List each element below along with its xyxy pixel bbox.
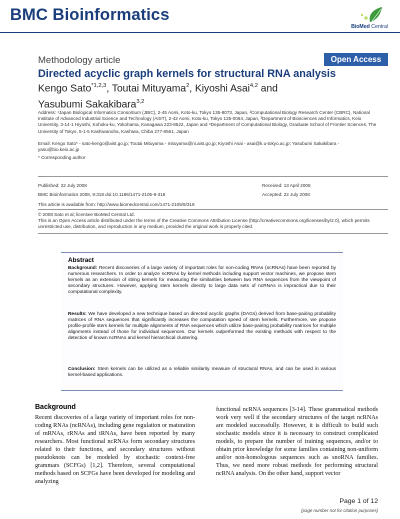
abstract-results-label: Results:: [68, 312, 87, 317]
abstract-heading: Abstract: [68, 257, 94, 264]
divider: [38, 209, 388, 210]
section-heading-background: Background: [35, 404, 76, 411]
logo-suffix: Central: [371, 24, 388, 30]
page-number-note: (page number not for citation purposes): [301, 508, 378, 513]
affiliations: Address: ¹Japan Biological Informatics Consortium (JBIC), 2-45 Aomi, Koto-ku, Tokyo 135-8073, Japan, ²Computational Biology Research Center (CBRC), National Institute of Advanced Industrial Science and Technology (AIST), 2-42 Aomi, Koto-ku, Tokyo 135-0064, Japan, ³Department of Biosciences and Informatics, Keio University, 3-14-1 Hiyoshi, Kohoku-ku, Yokohama, Kanagawa 223-8522, Japan and ⁴Department of Computational Biology, Graduate School of Frontier Sciences, The University of Tokyo, 5-1-5 Kashiwanoha, Kashiwa, Chiba 277-8561, Japan: [38, 110, 377, 134]
abstract-conclusion: [68, 367, 336, 379]
author-emails: Email: Kengo Sato* - sato-kengo@aist.go.jp; Toutai Mituyama - mituyama@ni.aist.go.jp; Kiyoshi Asai - asai@k.u-tokyo.ac.jp; Yasubumi Sakakibara - yasu@bio.keio.ac.jp: [38, 141, 340, 153]
license-text: This is an Open Access article distributed under the terms of the Creative Commons Attribution License (http://creativecommons.org/licenses/by/2.0), which permits unrestricted use, distribution, and reproduction in any medium, provided the original work is properly cited.: [38, 218, 370, 230]
body-column-left: [35, 404, 195, 486]
body-text-left: Recent discoveries of a large variety of important roles for non-coding RNAs (ncRNAs), including gene regulation or maturation of mRNAs, rRNAs and tRNAs, have been reported by many researchers. Most functional ncRNAs form secondary structures related to their functions, and secondary structures without pseudoknots can be modeled by stochastic context-free grammars (SCFGs) [1,2]. Therefore, several computational methods based on SCFGs have been developed for modeling and analyzing: [35, 415, 195, 485]
divider: [38, 233, 388, 234]
author-name: Kengo Sato: [38, 83, 92, 95]
paper-title: Directed acyclic graph kernels for structural RNA analysis: [38, 68, 336, 80]
author-name: , Kiyoshi Asai: [189, 83, 250, 95]
article-type: Methodology article: [38, 55, 121, 66]
abstract-results: [68, 312, 336, 342]
copyright: © 2008 Sato et al; licensee BioMed Central Ltd.: [38, 212, 135, 217]
abstract-background-text: Recent discoveries of a large variety of important roles for non-coding RNAs (ncRNAs) have been reported by numerous researchers. In order to analyze ncRNAs by kernel methods including support vector machines, we propose stem kernels as an extension of string kernels for measuring the similarities between two RNA sequences from the viewpoint of secondary structures. However, applying stem kernels directly to large data sets of ncRNAs is impractical due to their computational complexity.: [68, 266, 336, 296]
abstract-results-text: We have developed a new technique based on directed acyclic graphs (DAGs) derived from base-pairing probability matrices of RNA sequences that significantly increases the computation speed of stem kernels. Furthermore, we propose profile-profile stem kernels for multiple alignments of RNA sequences which utilize base-pairing probability matrices for multiple alignments instead of those for individual sequences. Our kernels outperformed the existing methods with respect to the detection of known ncRNAs and kernel hierarchical clustering.: [68, 312, 336, 342]
publication-info: [38, 183, 165, 201]
body-column-right: [216, 406, 378, 478]
masthead: [0, 0, 400, 33]
abstract-background-label: Background:: [68, 266, 98, 271]
abstract-conclusion-text: Stem kernels can be utilized as a reliable similarity measure of structural RNAs, and can be used in various kernel-based applications.: [68, 367, 336, 379]
citation: BMC Bioinformatics 2008, 9:318 doi:10.1186/1471-2105-9-318: [38, 192, 166, 198]
author-affiliation-mark: 3,2: [136, 98, 145, 105]
biomed-central-logo: [332, 6, 388, 30]
author-affiliation-mark: *1,2,3: [91, 83, 107, 89]
author-name: Yasubumi Sakakibara: [38, 99, 137, 111]
journal-title: BMC Bioinformatics: [10, 6, 170, 24]
author-affiliation-mark: 4,2: [249, 83, 258, 89]
author-name: , Toutai Mituyama: [106, 83, 187, 95]
open-access-badge: Open Access: [324, 53, 388, 66]
corresponding-author-note: * Corresponding author: [38, 155, 86, 160]
body-text-right: functional ncRNA sequences [3-14]. These grammatical methods work very well if the secondary structures of the target ncRNAs are modeled successfully. However, it is difficult to build such stochastic models since it is necessary to construct complicated models, to prepare the number of training sequences, and/or to obtain prior knowledge for some families containing non-uniform and/or non-homologous sequences such as snoRNA families. Thus, we need more robust methods for performing structural ncRNA analysis. On the other hand, support vector: [216, 407, 378, 477]
divider: [38, 176, 388, 177]
abstract-conclusion-label: Conclusion:: [68, 367, 96, 372]
license-block: [38, 212, 383, 231]
logo-brand: BioMed: [351, 24, 370, 30]
author-affiliation-mark: 2: [186, 83, 190, 89]
author-conjunction: and: [257, 83, 278, 95]
leaf-logo-icon: [332, 6, 388, 24]
logo-text: [351, 24, 388, 30]
review-dates: [262, 183, 311, 198]
abstract-background: [68, 266, 336, 296]
published-date: Published: 22 July 2008: [38, 183, 87, 188]
accepted-date: Accepted: 22 July 2008: [262, 192, 310, 198]
author-list: [38, 80, 368, 112]
article-url[interactable]: This article is available from: http://www.biomedcentral.com/1471-2105/9/318: [38, 202, 195, 207]
abstract-box: [61, 252, 343, 391]
page-number: Page 1 of 12: [339, 498, 378, 505]
received-date: Received: 13 April 2008: [262, 183, 311, 188]
